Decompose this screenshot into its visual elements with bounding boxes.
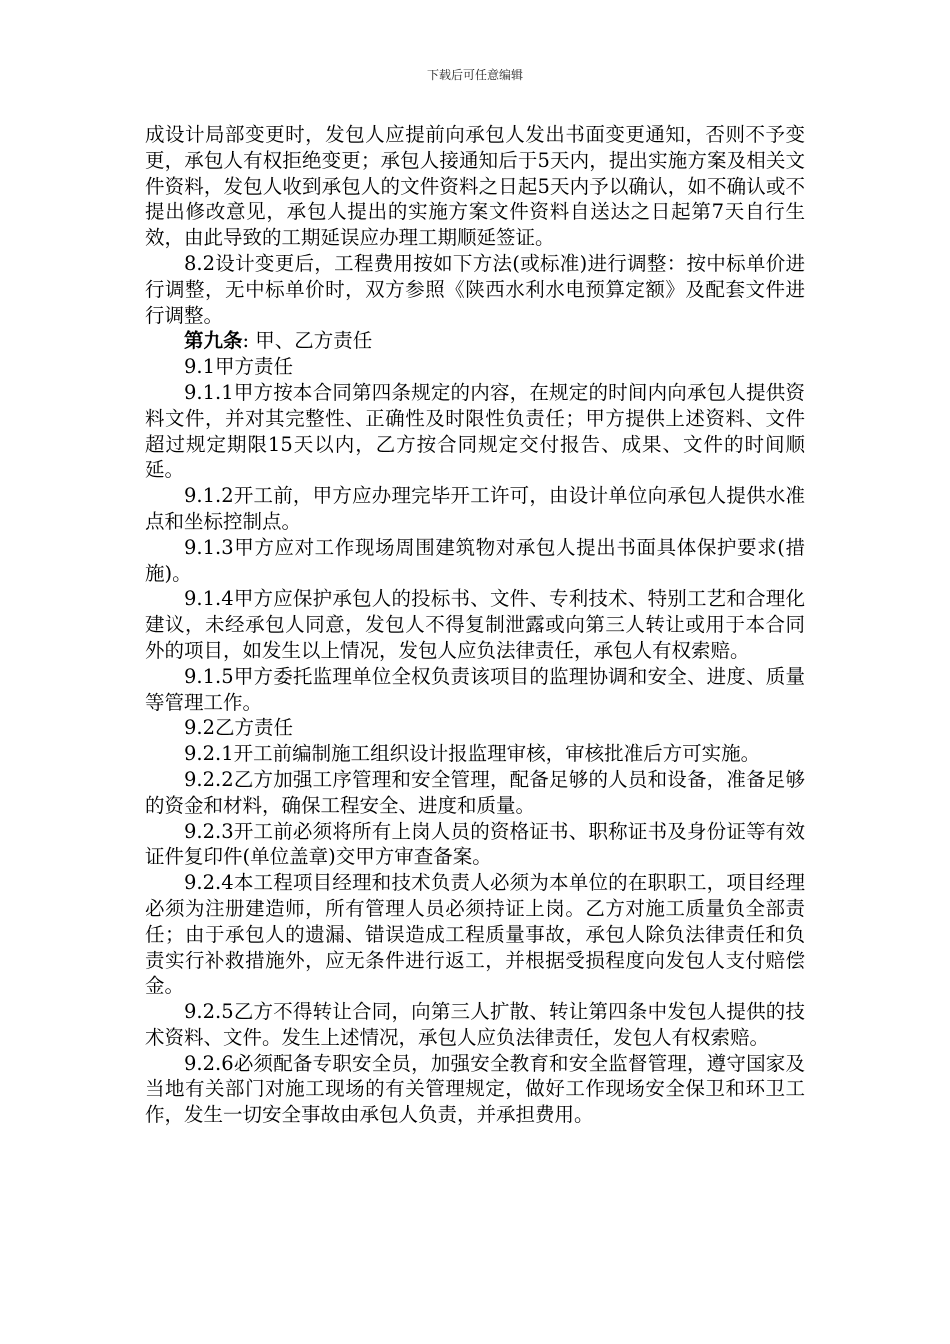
article-9-label: 第九条 bbox=[184, 329, 243, 353]
section-9-1-heading: 9.1甲方责任 bbox=[184, 355, 294, 379]
paragraph-9-2-1: 9.2.1开工前编制施工组织设计报监理审核，审核批准后方可实施。 bbox=[184, 742, 761, 766]
paragraph-9-2-4: 9.2.4本工程项目经理和技术负责人必须为本单位的在职职工，项目经理必须为注册建造师，所有管理人员必须持证上岗。乙方对施工质量负全部责任；由于承包人的遗漏、错误造成工程质量事故，承包人除负法律责任和负责实行补救措施外，应无条件进行返工，并根据受损程度向发包人支付赔偿金。 bbox=[145, 871, 805, 998]
paragraph-9-1-5: 9.1.5甲方委托监理单位全权负责该项目的监理协调和安全、进度、质量等管理工作。 bbox=[145, 664, 805, 714]
paragraph-9-1-3: 9.1.3甲方应对工作现场周围建筑物对承包人提出书面具体保护要求(措施)。 bbox=[145, 535, 805, 585]
section-9-2-heading: 9.2乙方责任 bbox=[184, 716, 294, 740]
paragraph-9-1-4: 9.1.4甲方应保护承包人的投标书、文件、专利技术、特别工艺和合理化建议，未经承包人同意，发包人不得复制泄露或向第三人转让或用于本合同外的项目，如发生以上情况，发包人应负法律责任，承包人有权索赔。 bbox=[145, 587, 805, 662]
article-9-heading bbox=[145, 328, 805, 354]
document-body bbox=[145, 122, 805, 1128]
paragraph-9-2-3: 9.2.3开工前必须将所有上岗人员的资格证书、职称证书及身份证等有效证件复印件(单位盖章)交甲方审查备案。 bbox=[145, 819, 805, 869]
paragraph-9-2-6: 9.2.6必须配备专职安全员，加强安全教育和安全监督管理，遵守国家及当地有关部门对施工现场的有关管理规定，做好工作现场安全保卫和环卫工作，发生一切安全事故由承包人负责，并承担费用。 bbox=[145, 1051, 805, 1127]
paragraph-9-2-2: 9.2.2乙方加强工序管理和安全管理，配备足够的人员和设备，准备足够的资金和材料，确保工程安全、进度和质量。 bbox=[145, 767, 805, 817]
paragraph-8-2: 8.2设计变更后，工程费用按如下方法(或标准)进行调整：按中标单价进行调整，无中标单价时，双方参照《陕西水利水电预算定额》及配套文件进行调整。 bbox=[145, 251, 805, 327]
paragraph-design-change-notice: 成设计局部变更时，发包人应提前向承包人发出书面变更通知，否则不予变更，承包人有权拒绝变更；承包人接通知后于5天内，提出实施方案及相关文件资料，发包人收到承包人的文件资料之日起5天内予以确认，如不确认或不提出修改意见，承包人提出的实施方案文件资料自送达之日起第7天自行生效，由此导致的工期延误应办理工期顺延签证。 bbox=[145, 123, 805, 250]
paragraph-9-1-2: 9.1.2开工前，甲方应办理完毕开工许可，由设计单位向承包人提供水准点和坐标控制点。 bbox=[145, 484, 805, 533]
article-9-title: : 甲、乙方责任 bbox=[242, 329, 373, 353]
paragraph-9-2-5: 9.2.5乙方不得转让合同，向第三人扩散、转让第四条中发包人提供的技术资料、文件。发生上述情况，承包人应负法律责任，发包人有权索赔。 bbox=[145, 1000, 805, 1049]
page-header: 下载后可任意编辑 bbox=[426, 68, 523, 82]
paragraph-9-1-1: 9.1.1甲方按本合同第四条规定的内容，在规定的时间内向承包人提供资料文件，并对其完整性、正确性及时限性负责任；甲方提供上述资料、文件超过规定期限15天以内，乙方按合同规定交付报告、成果、文件的时间顺延。 bbox=[145, 380, 805, 482]
